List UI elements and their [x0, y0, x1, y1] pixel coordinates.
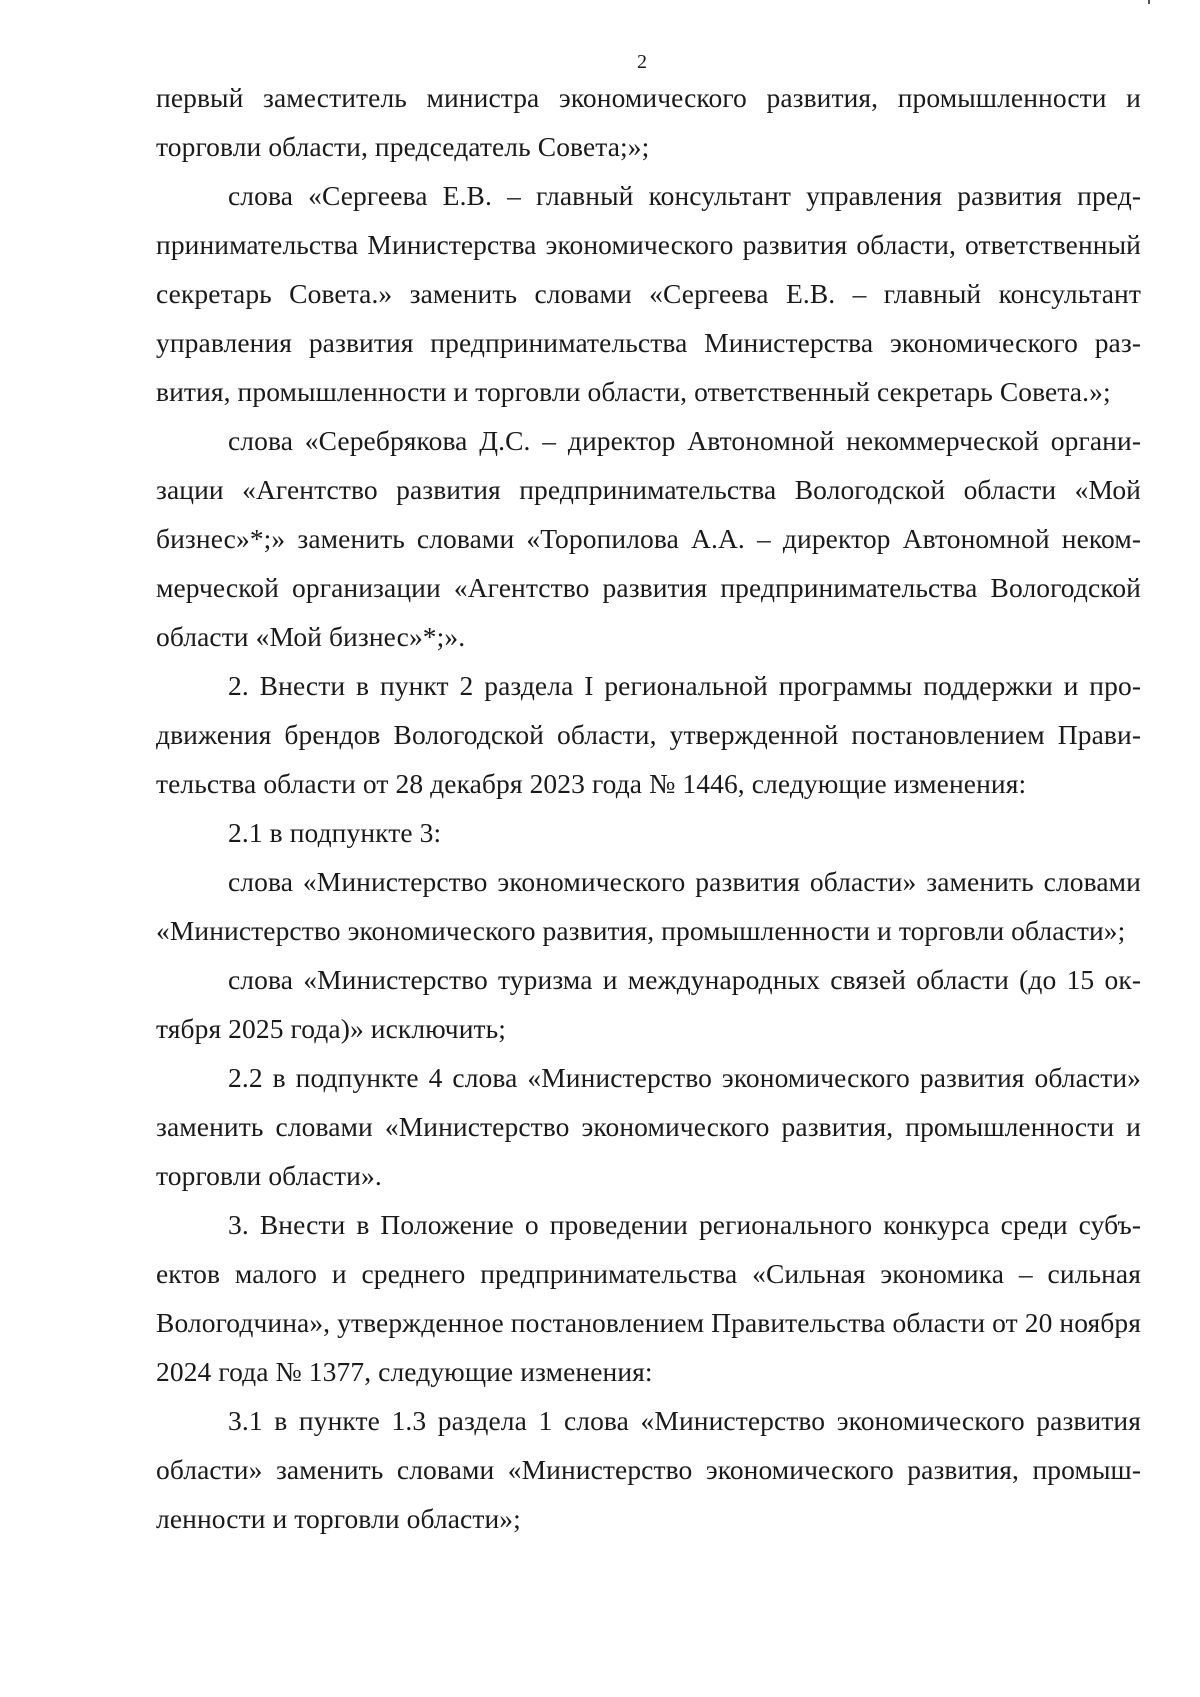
paragraph-item-3-1: 3.1 в пункте 1.3 раздела 1 слова «Министерство экономического развития области» заменить словами «Министерство экономического развития, промышленности и торговли области»; [156, 1405, 1141, 1534]
scan-corner-mark [1148, 0, 1150, 4]
paragraph-serebryakova-replacement: слова «Серебрякова Д.С. – директор Автономной некоммерческой организации «Агентство развития предпринимательства Вологодской области «Мой бизнес»*;» заменить словами «Торопилова А.А. – директор Автономной некоммерческой организации «Агентство развития предпринимательства Вологодской области «Мой бизнес»*;». [156, 425, 1141, 652]
paragraph-item-2-1: 2.1 в подпункте 3: [228, 817, 442, 848]
paragraph-item-2-1-words-ministry: слова «Министерство экономического развития области» заменить словами «Министерство экономического развития, промышленности и торговли области»; [156, 866, 1141, 946]
paragraph-item-2-2: 2.2 в подпункте 4 слова «Министерство экономического развития области» заменить словами «Министерство экономического развития, промышленности и торговли области». [156, 1062, 1141, 1191]
paragraph-sergeeva-replacement: слова «Сергеева Е.В. – главный консультант управления развития предпринимательства Министерства экономического развития области, ответственный секретарь Совета.» заменить словами «Сергеева Е.В. – главный консультант управления развития предпринимательства Министерства экономического развития, промышленности и торговли области, ответственный секретарь Совета.»; [156, 180, 1141, 407]
paragraph-continuation: первый заместитель министра экономического развития, промышленности и торговли области, председатель Совета;»; [156, 82, 1141, 162]
paragraph-item-2-1-words-tourism: слова «Министерство туризма и международных связей области (до 15 октября 2025 года)» исключить; [156, 964, 1141, 1044]
paragraph-item-3: 3. Внести в Положение о проведении регионального конкурса среди субъектов малого и среднего предпринимательства «Сильная экономика – сильная Вологодчина», утвержденное постановлением Правительства области от 20 ноября 2024 года № 1377, следующие изменения: [156, 1209, 1141, 1387]
document-body [156, 73, 1141, 1543]
page-number: 2 [637, 51, 647, 73]
paragraph-item-2: 2. Внести в пункт 2 раздела I региональной программы поддержки и продвижения брендов Вологодской области, утвержденной постановлением Правительства области от 28 декабря 2023 года № 1446, следующие изменения: [156, 670, 1141, 799]
